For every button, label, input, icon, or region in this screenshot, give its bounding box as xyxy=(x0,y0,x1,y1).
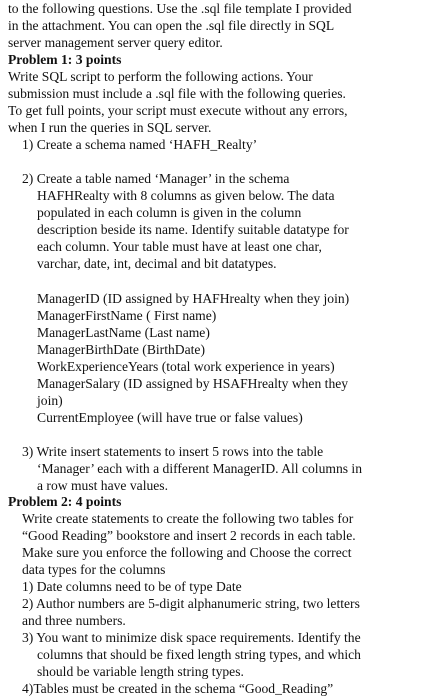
intro-line-2: in the attachment. You can open the .sql file directly in SQL xyxy=(8,18,335,33)
problem1-item-3-line-2: ‘Manager’ each with a different ManagerID. All columns in xyxy=(37,461,363,476)
problem1-item-3-line-1: 3) Write insert statements to insert 5 rows into the table xyxy=(22,444,324,459)
column-work-experience-years: WorkExperienceYears (total work experience in years) xyxy=(37,359,335,374)
problem2-heading: Problem 2: 4 points xyxy=(8,494,122,509)
problem2-body-line-3: Make sure you enforce the following and Choose the correct xyxy=(22,545,352,560)
problem2-body-line-9: columns that should be fixed length string types, and which xyxy=(37,647,361,662)
column-manager-salary: ManagerSalary (ID assigned by HSAFHrealty when they xyxy=(37,376,349,391)
column-manager-id: ManagerID (ID assigned by HAFHrealty when they join) xyxy=(37,291,350,306)
problem2-body-line-6: 2) Author numbers are 5-digit alphanumeric string, two letters xyxy=(22,596,360,611)
problem1-item-2-line-6: varchar, date, int, decimal and bit datatypes. xyxy=(37,256,277,271)
problem1-heading: Problem 1: 3 points xyxy=(8,52,122,67)
problem2-body-line-11: 4)Tables must be created in the schema “Good_Reading” xyxy=(22,681,334,696)
problem2-body-line-10: should be variable length string types. xyxy=(37,664,244,679)
column-manager-last-name: ManagerLastName (Last name) xyxy=(37,325,210,340)
column-current-employee: CurrentEmployee (will have true or false values) xyxy=(37,410,303,425)
problem1-item-2-line-2: HAFHRealty with 8 columns as given below. The data xyxy=(37,188,335,203)
column-manager-birth-date: ManagerBirthDate (BirthDate) xyxy=(37,342,205,357)
problem1-item-1: 1) Create a schema named ‘HAFH_Realty’ xyxy=(22,137,258,152)
problem1-item-2-line-5: each column. Your table must have at least one char, xyxy=(37,239,322,254)
problem1-item-2-line-3: populated in each column is given in the column xyxy=(37,205,302,220)
problem1-body-line-4: when I run the queries in SQL server. xyxy=(8,120,212,135)
column-manager-salary-continued: join) xyxy=(37,393,63,408)
column-manager-first-name: ManagerFirstName ( First name) xyxy=(37,308,217,323)
problem2-body-line-4: data types for the columns xyxy=(22,562,166,577)
problem2-body-line-1: Write create statements to create the following two tables for xyxy=(22,511,354,526)
problem2-body-line-7: and three numbers. xyxy=(22,613,126,628)
problem1-item-3-line-3: a row must have values. xyxy=(37,478,168,493)
problem2-body-line-2: “Good Reading” bookstore and insert 2 records in each table. xyxy=(22,528,356,543)
problem1-body-line-2: submission must include a .sql file with the following queries. xyxy=(8,86,346,101)
intro-line-3: server management server query editor. xyxy=(8,35,223,50)
problem1-item-2-line-1: 2) Create a table named ‘Manager’ in the schema xyxy=(22,171,290,186)
problem2-body-line-5: 1) Date columns need to be of type Date xyxy=(22,579,242,594)
problem1-body-line-1: Write SQL script to perform the following actions. Your xyxy=(8,69,313,84)
problem1-body-line-3: To get full points, your script must execute without any errors, xyxy=(8,103,348,118)
problem1-item-2-line-4: description beside its name. Identify suitable datatype for xyxy=(37,222,349,237)
intro-line-1: to the following questions. Use the .sql file template I provided xyxy=(8,1,352,16)
problem2-body-line-8: 3) You want to minimize disk space requirements. Identify the xyxy=(22,630,361,645)
